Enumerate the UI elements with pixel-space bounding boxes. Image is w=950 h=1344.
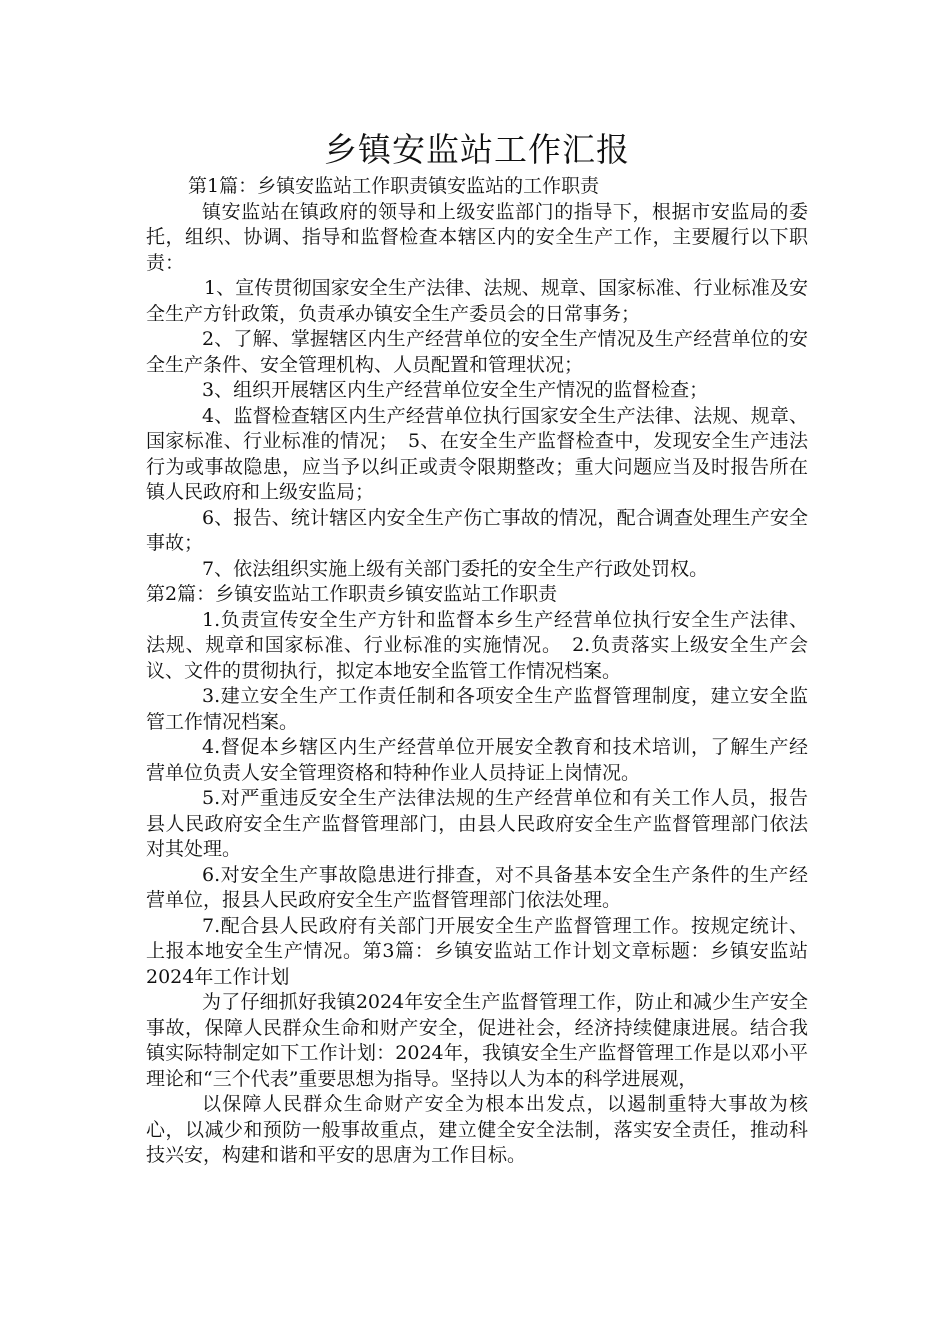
- paragraph: 4、监督检查辖区内生产经营单位执行国家安全生产法律、法规、规章、国家标准、行业标准的情况； 5、在安全生产监督检查中，发现安全生产违法行为或事故隐患，应当予以纠正或责令限期整改；重大问题应当及时报告所在镇人民政府和上级安监局；: [146, 404, 808, 503]
- paragraph: 为了仔细抓好我镇2024年安全生产监督管理工作，防止和减少生产安全事故，保障人民群众生命和财产安全，促进社会，经济持续健康进展。结合我镇实际特制定如下工作计划：2024年，我镇安全生产监督管理工作是以邓小平理论和“三个代表”重要思想为指导。坚持以人为本的科学进展观，: [146, 991, 808, 1090]
- paragraph: 5.对严重违反安全生产法律法规的生产经营单位和有关工作人员，报告县人民政府安全生产监督管理部门，由县人民政府安全生产监督管理部门依法对其处理。: [146, 787, 808, 860]
- paragraph: 6.对安全生产事故隐患进行排查，对不具备基本安全生产条件的生产经营单位，报县人民政府安全生产监督管理部门依法处理。: [146, 863, 808, 911]
- document-body: [146, 174, 808, 1169]
- paragraph: 7、依法组织实施上级有关部门委托的安全生产行政处罚权。: [202, 557, 709, 580]
- section-heading-1: 第1篇：乡镇安监站工作职责镇安监站的工作职责: [188, 175, 600, 197]
- paragraph: 以保障人民群众生命财产安全为根本出发点，以遏制重特大事故为核心，以减少和预防一般事故重点，建立健全安全法制，落实安全责任，推动科技兴安，构建和谐和平安的思唐为工作目标。: [146, 1093, 808, 1166]
- document-title: 乡镇安监站工作汇报: [324, 130, 630, 169]
- paragraph: 4.督促本乡辖区内生产经营单位开展安全教育和技术培训，了解生产经营单位负责人安全管理资格和特种作业人员持证上岗情况。: [146, 736, 808, 784]
- paragraph: 2、了解、掌握辖区内生产经营单位的安全生产情况及生产经营单位的安全生产条件、安全管理机构、人员配置和管理状况；: [146, 328, 808, 376]
- paragraph: 3、组织开展辖区内生产经营单位安全生产情况的监督检查；: [202, 379, 709, 401]
- paragraph: 3.建立安全生产工作责任制和各项安全生产监督管理制度，建立安全监管工作情况档案。: [146, 685, 808, 733]
- paragraph: 7.配合县人民政府有关部门开展安全生产监督管理工作。按规定统计、上报本地安全生产情况。第3篇：乡镇安监站工作计划文章标题：乡镇安监站2024年工作计划: [146, 914, 808, 988]
- section-heading-2: 第2篇：乡镇安监站工作职责乡镇安监站工作职责: [146, 583, 558, 605]
- paragraph: 1.负责宣传安全生产方针和监督本乡生产经营单位执行安全生产法律、法规、规章和国家标准、行业标准的实施情况。 2.负责落实上级安全生产会议、文件的贯彻执行，拟定本地安全监管工作情况档案。: [146, 608, 808, 682]
- paragraph: 6、报告、统计辖区内安全生产伤亡事故的情况，配合调查处理生产安全事故；: [146, 506, 808, 554]
- paragraph: 镇安监站在镇政府的领导和上级安监部门的指导下，根据市安监局的委托，组织、协调、指导和监督检查本辖区内的安全生产工作，主要履行以下职责：: [146, 200, 808, 274]
- paragraph: 1、宣传贯彻国家安全生产法律、法规、规章、国家标准、行业标准及安全生产方针政策，负责承办镇安全生产委员会的日常事务；: [146, 277, 808, 325]
